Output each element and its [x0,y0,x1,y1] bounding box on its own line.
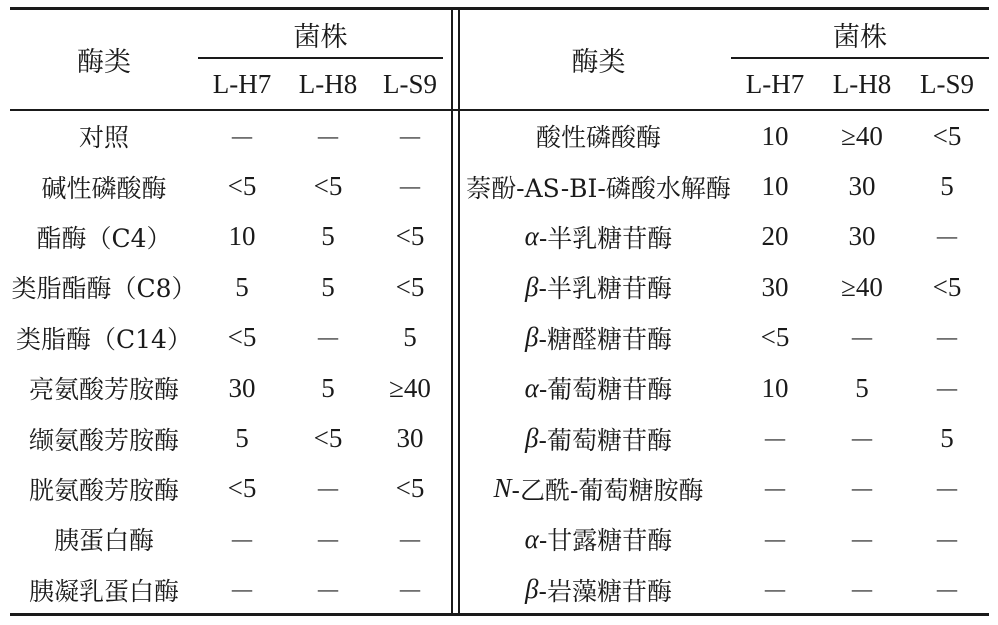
right-value-cell: － [761,526,789,557]
left-strain-lh7: L-H7 [212,68,272,99]
left-enzyme-name: 类脂酯酶（C8） [11,274,197,304]
left-value-cell: 5 [235,271,249,302]
right-value-cell: 20 [761,221,789,252]
right-value-cell: <5 [932,271,962,302]
left-value-cell: － [228,577,256,608]
right-value-cell: ≥40 [841,120,883,151]
right-value-cell: － [933,577,961,608]
right-enzyme-name [466,313,731,363]
left-value-cell: － [314,123,342,154]
right-value-cell: <5 [760,322,790,353]
enzyme-label: 酸性磷酸酶 [535,123,661,153]
left-strain-rule [198,57,443,59]
left-value-cell: <5 [313,171,343,202]
enzyme-prefix: β [525,322,539,353]
enzyme-prefix: β [525,423,539,454]
center-double-rule-a [451,9,453,615]
enzyme-label: -岩藻糖苷酶 [538,576,672,606]
right-value-cell: 5 [940,171,954,202]
left-value-cell: － [314,476,342,507]
right-value-cell: － [848,325,876,356]
left-strain-ls9: L-S9 [383,68,437,99]
enzyme-prefix: α [524,221,539,252]
right-strain-lh8: L-H8 [832,68,892,99]
enzyme-prefix: α [524,523,539,554]
enzyme-label: -半乳糖苷酶 [538,223,673,253]
left-value-cell: ≥40 [389,372,431,403]
right-value-cell: － [848,577,876,608]
right-value-cell: － [761,426,789,457]
right-value-cell: － [933,476,961,507]
right-value-cell: － [761,577,789,608]
left-value-cell: 5 [321,221,335,252]
enzyme-label: -乙酰-葡萄糖胺酶 [511,475,704,505]
left-enzyme-name: 类脂酶（C14） [16,324,192,354]
left-value-cell: － [228,526,256,557]
right-enzyme-name [466,212,731,262]
right-enzyme-name [466,363,731,413]
left-value-cell: <5 [227,171,257,202]
right-value-cell: 10 [761,171,789,202]
right-enzyme-name [466,565,731,615]
right-value-cell: － [848,426,876,457]
right-value-cell: － [761,476,789,507]
right-value-cell: 30 [848,221,876,252]
left-strain-lh8: L-H8 [298,68,358,99]
right-strain-header: 菌株 [833,21,887,53]
enzyme-prefix: α [524,372,539,403]
left-value-cell: <5 [395,271,425,302]
left-enzyme-name: 碱性磷酸酶 [41,173,167,203]
right-enzyme-name [466,464,731,514]
left-value-cell: － [228,123,256,154]
left-value-cell: <5 [313,423,343,454]
center-double-rule-b [458,9,460,615]
left-value-cell: － [396,577,424,608]
right-strain-ls9: L-S9 [920,68,974,99]
left-enzyme-name: 胰凝乳蛋白酶 [28,576,179,606]
right-value-cell: － [933,526,961,557]
right-enzyme-name [466,262,731,312]
right-value-cell: 5 [940,423,954,454]
enzyme-label: -半乳糖苷酶 [538,274,672,304]
left-value-cell: <5 [395,221,425,252]
right-enzyme-name [466,514,731,564]
right-value-cell: － [933,325,961,356]
right-value-cell: 10 [761,372,789,403]
enzyme-prefix: N [493,473,512,504]
right-enzyme-name [466,161,731,211]
left-value-cell: － [396,174,424,205]
enzyme-prefix: β [525,271,539,302]
left-value-cell: － [396,526,424,557]
left-enzyme-name: 胱氨酸芳胺酶 [28,475,179,505]
left-strain-header: 菌株 [293,21,348,53]
left-value-cell: 5 [235,423,249,454]
enzyme-label: -甘露糖苷酶 [538,526,673,556]
right-value-cell: 30 [848,171,876,202]
enzyme-label: 萘酚-AS-BI-磷酸水解酶 [466,173,731,203]
left-value-cell: 5 [321,271,335,302]
right-enzyme-name [466,111,731,161]
right-value-cell: 5 [855,372,869,403]
left-value-cell: <5 [227,473,257,504]
left-value-cell: 10 [228,221,256,252]
right-strain-rule [731,57,989,59]
left-enzyme-name: 对照 [78,123,129,153]
enzyme-prefix: β [525,574,539,605]
left-value-cell: 5 [403,322,417,353]
left-enzyme-name: 酯酶（C4） [36,223,172,253]
right-enzyme-name [466,413,731,463]
left-value-cell: － [314,325,342,356]
left-value-cell: － [396,123,424,154]
right-value-cell: <5 [932,120,962,151]
enzyme-label: -葡萄糖苷酶 [538,425,672,455]
left-value-cell: － [314,577,342,608]
left-value-cell: <5 [227,322,257,353]
left-enzyme-header: 酶类 [77,47,131,78]
right-value-cell: ≥40 [841,271,883,302]
right-value-cell: 10 [761,120,789,151]
left-enzyme-name: 亮氨酸芳胺酶 [28,375,179,405]
right-value-cell: 30 [761,271,789,302]
left-enzyme-name: 胰蛋白酶 [53,526,154,556]
left-value-cell: 5 [321,372,335,403]
right-value-cell: － [848,526,876,557]
right-value-cell: － [848,476,876,507]
right-strain-lh7: L-H7 [745,68,805,99]
enzyme-label: -葡萄糖苷酶 [538,375,673,405]
right-value-cell: － [933,224,961,255]
left-value-cell: 30 [396,423,424,454]
left-value-cell: 30 [228,372,256,403]
right-value-cell: － [933,375,961,406]
right-enzyme-header: 酶类 [571,47,626,78]
left-enzyme-name: 缬氨酸芳胺酶 [28,425,179,455]
enzyme-label: -糖醛糖苷酶 [538,324,672,354]
left-value-cell: <5 [395,473,425,504]
left-value-cell: － [314,526,342,557]
